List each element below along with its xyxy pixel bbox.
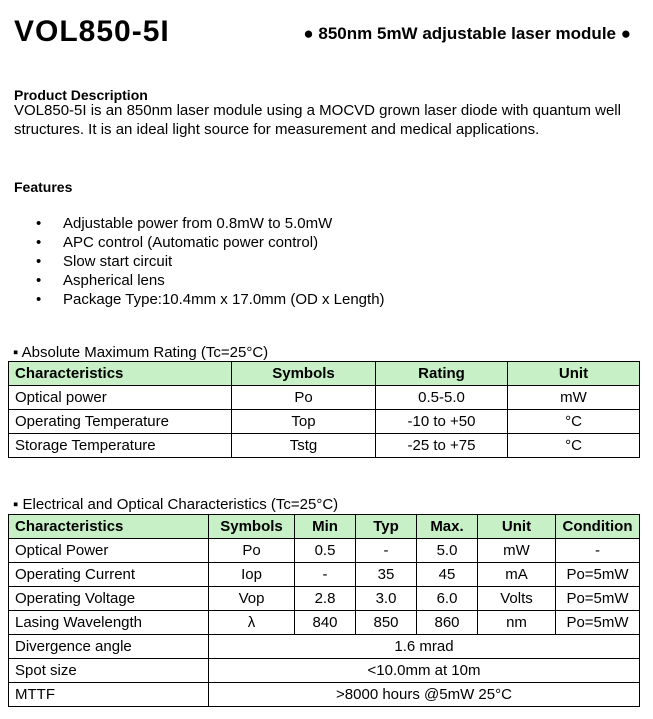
column-header: Characteristics xyxy=(9,515,209,539)
table-cell: Iop xyxy=(209,563,295,587)
table-cell: Po=5mW xyxy=(556,563,640,587)
table-cell: Top xyxy=(232,410,376,434)
table-row xyxy=(9,539,640,563)
table-row xyxy=(9,611,640,635)
table-cell: °C xyxy=(508,434,640,458)
feature-item: • APC control (Automatic power control) xyxy=(36,234,319,251)
features-list xyxy=(36,214,385,309)
table-cell: 1.6 mrad xyxy=(209,635,640,659)
table-row xyxy=(9,659,640,683)
table-cell: <10.0mm at 10m xyxy=(209,659,640,683)
bullet-icon: • xyxy=(36,253,42,270)
column-header: Condition xyxy=(556,515,640,539)
table-row xyxy=(9,635,640,659)
table-cell: Operating Voltage xyxy=(9,587,209,611)
table-row xyxy=(9,386,640,410)
bullet-icon: • xyxy=(36,234,42,251)
table-cell: -25 to +75 xyxy=(376,434,508,458)
product-tagline: ● 850nm 5mW adjustable laser module ● xyxy=(303,24,631,43)
table-cell: Lasing Wavelength xyxy=(9,611,209,635)
table-cell: Optical power xyxy=(9,386,232,410)
table-cell: Po xyxy=(232,386,376,410)
absolute-rating-caption: ▪ Absolute Maximum Rating (Tc=25°C) xyxy=(13,344,269,361)
table-cell: - xyxy=(556,539,640,563)
table-cell: Optical Power xyxy=(9,539,209,563)
table-row xyxy=(9,563,640,587)
bullet-icon: • xyxy=(36,215,42,232)
table-cell: °C xyxy=(508,410,640,434)
table-cell: Po=5mW xyxy=(556,611,640,635)
table-row xyxy=(9,587,640,611)
model-number: VOL850-5I xyxy=(14,15,170,48)
column-header: Unit xyxy=(478,515,556,539)
table-cell: Divergence angle xyxy=(9,635,209,659)
table-row xyxy=(9,410,640,434)
table-cell: Po xyxy=(209,539,295,563)
column-header: Typ xyxy=(356,515,417,539)
table-cell: Spot size xyxy=(9,659,209,683)
table-header-row xyxy=(9,362,640,386)
feature-item: • Slow start circuit xyxy=(36,253,173,270)
table-row xyxy=(9,434,640,458)
table-cell: 0.5 xyxy=(295,539,356,563)
table-cell: mW xyxy=(508,386,640,410)
table-cell: mA xyxy=(478,563,556,587)
column-header: Max. xyxy=(417,515,478,539)
table-cell: Operating Temperature xyxy=(9,410,232,434)
table-cell: 45 xyxy=(417,563,478,587)
table-cell: 6.0 xyxy=(417,587,478,611)
table-cell: Operating Current xyxy=(9,563,209,587)
table-row xyxy=(9,683,640,707)
column-header: Symbols xyxy=(209,515,295,539)
table-cell: - xyxy=(295,563,356,587)
table-cell: Po=5mW xyxy=(556,587,640,611)
table-cell: 0.5-5.0 xyxy=(376,386,508,410)
table-cell: Volts xyxy=(478,587,556,611)
table-cell: -10 to +50 xyxy=(376,410,508,434)
description-text: VOL850-5I is an 850nm laser module using a MOCVD grown laser diode with quantum well structures. It is an ideal light source for measurement and medical applications. xyxy=(14,102,621,138)
column-header: Unit xyxy=(508,362,640,386)
absolute-rating-table xyxy=(8,361,640,458)
column-header: Symbols xyxy=(232,362,376,386)
table-cell: MTTF xyxy=(9,683,209,707)
electrical-optical-table xyxy=(8,514,640,707)
table-cell: 860 xyxy=(417,611,478,635)
column-header: Characteristics xyxy=(9,362,232,386)
column-header: Rating xyxy=(376,362,508,386)
table-cell: - xyxy=(356,539,417,563)
features-title: Features xyxy=(14,179,73,195)
feature-item: • Aspherical lens xyxy=(36,272,165,289)
feature-item: • Package Type:10.4mm x 17.0mm (OD x Length) xyxy=(36,291,385,308)
table-cell: λ xyxy=(209,611,295,635)
table-cell: Storage Temperature xyxy=(9,434,232,458)
table-cell: >8000 hours @5mW 25°C xyxy=(209,683,640,707)
electrical-optical-caption: ▪ Electrical and Optical Characteristics (Tc=25°C) xyxy=(13,496,339,513)
table-cell: Vop xyxy=(209,587,295,611)
table-cell: 3.0 xyxy=(356,587,417,611)
description-title: Product Description xyxy=(14,87,148,103)
table-header-row xyxy=(9,515,640,539)
column-header: Min xyxy=(295,515,356,539)
table-cell: 35 xyxy=(356,563,417,587)
table-cell: 850 xyxy=(356,611,417,635)
table-cell: 2.8 xyxy=(295,587,356,611)
bullet-icon: • xyxy=(36,291,42,308)
table-cell: Tstg xyxy=(232,434,376,458)
table-cell: 840 xyxy=(295,611,356,635)
table-cell: nm xyxy=(478,611,556,635)
table-cell: mW xyxy=(478,539,556,563)
feature-item: • Adjustable power from 0.8mW to 5.0mW xyxy=(36,215,333,232)
table-cell: 5.0 xyxy=(417,539,478,563)
bullet-icon: • xyxy=(36,272,42,289)
